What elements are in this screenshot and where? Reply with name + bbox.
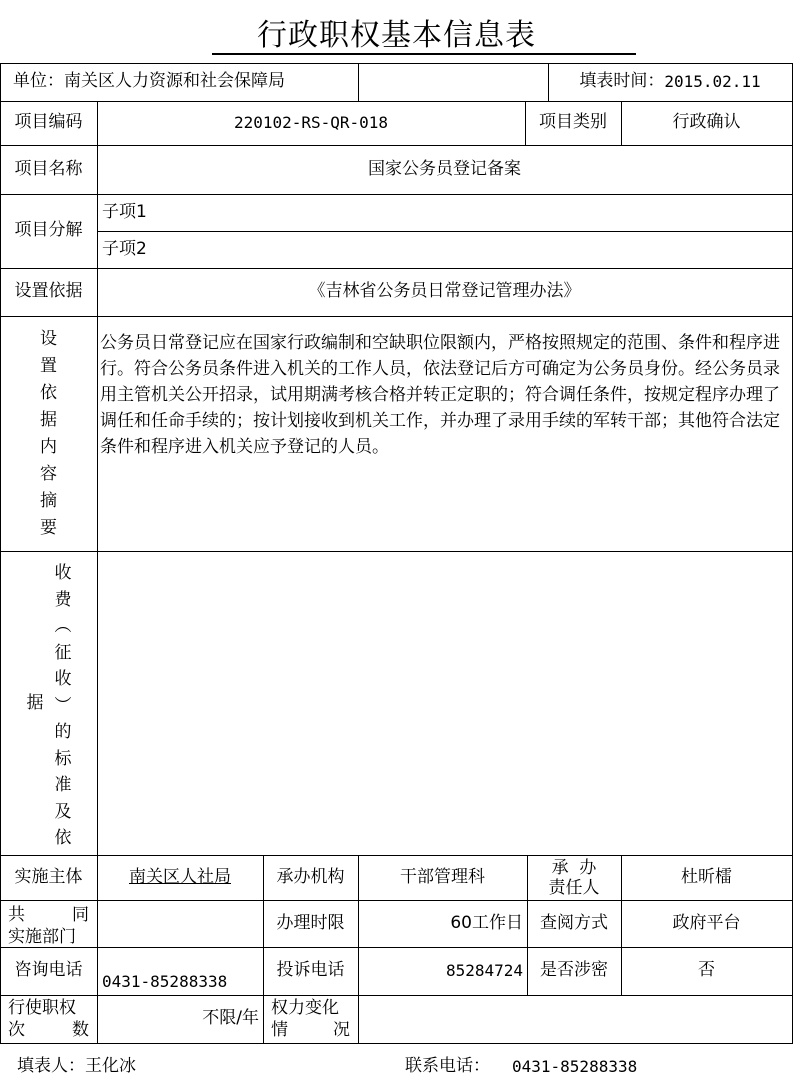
phone-label: 咨询电话 <box>14 960 83 981</box>
lookup-value: 政府平台 <box>672 912 741 933</box>
secret-label: 是否涉密 <box>540 960 608 981</box>
time-limit-label: 办理时限 <box>276 912 345 933</box>
item-name-value: 国家公务员登记备案 <box>368 158 521 179</box>
contact <box>400 1050 790 1084</box>
time-limit-value: 60工作日 <box>450 912 523 933</box>
count-value: 不限/年 <box>202 1008 259 1029</box>
date-cell <box>548 63 792 101</box>
basis-label: 设置依据 <box>14 281 83 302</box>
form-title: 行政职权基本信息表 <box>257 18 536 53</box>
secret-value: 否 <box>698 960 715 981</box>
co-dept-label: 共 同 实施部门 <box>8 905 89 947</box>
entity-value: 南关区人社局 <box>129 866 231 887</box>
item-code-value: 220102-RS-QR-018 <box>233 113 389 132</box>
fee-label: 收 费 ︵ 征 收 ︶ 的 标 准 及 依 <box>54 563 72 848</box>
unit-value: 南关区人力资源和社会保障局 <box>64 71 285 92</box>
filler-value: 王化冰 <box>85 1056 136 1077</box>
filler <box>12 1050 372 1084</box>
item-name-label: 项目名称 <box>14 158 83 179</box>
responsible-value: 杜昕檑 <box>681 866 732 887</box>
sub-item-2: 子项2 <box>102 238 147 259</box>
responsible-label: 承 办 责任人 <box>548 857 600 898</box>
lookup-label: 查阅方式 <box>540 912 608 933</box>
phone-value: 0431-85288338 <box>102 972 228 991</box>
date-value: 2015.02.11 <box>664 72 761 91</box>
summary-text: 公务员日常登记应在国家行政编制和空缺职位限额内，严格按照规定的范围、条件和程序进行。符合公务员条件进入机关的工作人员，依法登记后方可确定为公务员身份。经公务员录用主管机关公开招录，试用期满考核合格并转正定职的；符合调任条件，按规定程序办理了调任和任命手续的；按计划接收到机关工作，并办理了录用手续的军转干部；其他符合法定条件和程序进入机关应予登记的人员。 <box>100 333 780 457</box>
agency-value: 干部管理科 <box>400 866 485 887</box>
item-code-label: 项目编码 <box>14 112 83 133</box>
basis-value: 《吉林省公务员日常登记管理办法》 <box>308 281 581 302</box>
date-label: 填表时间： <box>579 71 665 92</box>
filler-label: 填表人： <box>17 1056 85 1077</box>
item-type-value: 行政确认 <box>672 112 741 133</box>
sub-item-1: 子项1 <box>102 201 147 222</box>
entity-label: 实施主体 <box>14 866 83 887</box>
complaint-value: 85284724 <box>445 961 523 980</box>
unit-cell <box>1 63 358 101</box>
count-label: 行使职权 次 数 <box>8 998 89 1040</box>
fee-label-extra: 据 <box>26 693 44 714</box>
title-underline <box>212 53 636 55</box>
change-label: 权力变化 情 况 <box>271 998 350 1040</box>
complaint-label: 投诉电话 <box>276 960 345 981</box>
contact-label: 联系电话： <box>405 1056 490 1077</box>
agency-label: 承办机构 <box>276 866 345 887</box>
unit-label: 单位： <box>13 71 64 92</box>
contact-value: 0431-85288338 <box>512 1057 638 1076</box>
item-type-label: 项目类别 <box>539 112 607 133</box>
summary-label: 设 置 依 据 内 容 摘 要 <box>40 328 57 538</box>
breakdown-label: 项目分解 <box>14 220 83 241</box>
